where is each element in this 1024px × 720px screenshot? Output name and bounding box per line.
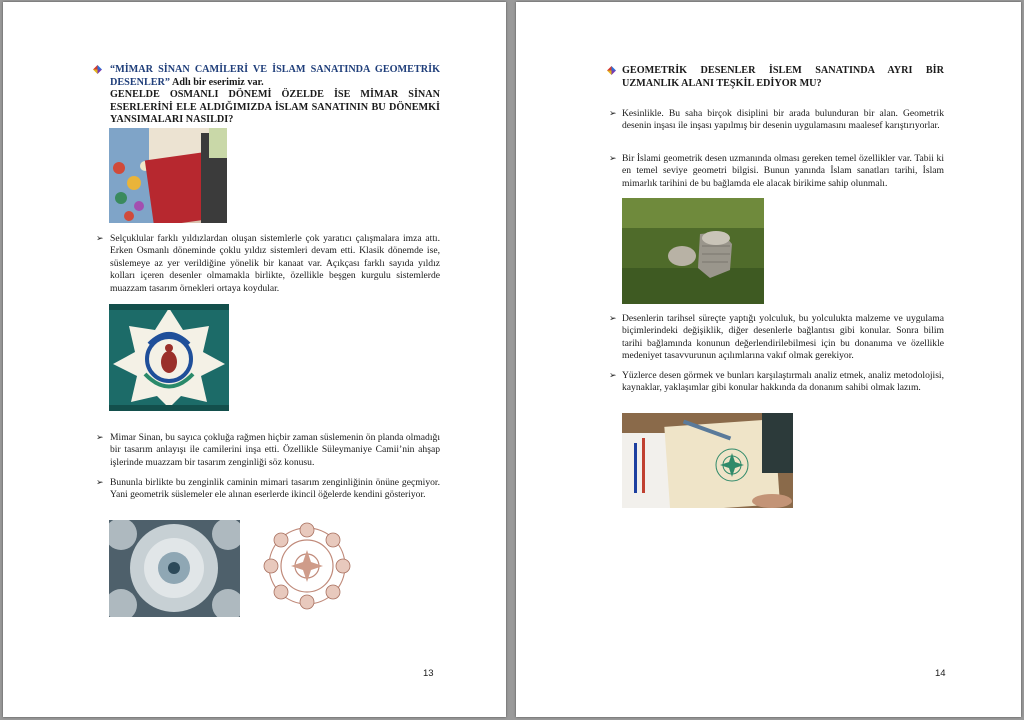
arrow-right-icon: ➢: [96, 478, 104, 488]
book-title-suffix: Adlı bir eserimiz var.: [170, 76, 264, 88]
arrow-right-icon: ➢: [96, 433, 104, 443]
document-page-13: [3, 2, 506, 717]
bullet-paragraph: Kesinlikle. Bu saha birçok disiplini bir arada bulunduran bir alan. Geometrik desenin inşası ile inşası yapılmış bir desenin uygulamasını maalesef karıştırıyorlar.: [622, 108, 944, 132]
bullet-paragraph: Yüzlerce desen görmek ve bunları karşılaştırmalı analiz etmek, analiz metodolojisi, kaynaklar, yaklaşımlar gibi konular hakkında da donanım sahibi olmak lazım.: [622, 370, 944, 394]
bullet-paragraph: Desenlerin tarihsel süreçte yaptığı yolculuk, bu yolculukta malzeme ve uygulama biçimlerindeki değişiklik, diğer desenlerle bağlantısı gibi konular. Sonra bilim tarihi bağlamında konunun değerlendirilebilmesi için bu donanıma ve özellikle medeniyet tasavvurunun açılımlarına vakıf olmak gerekiyor.: [622, 313, 944, 362]
page-number: 13: [423, 668, 434, 679]
book-covers-photo: [109, 128, 227, 223]
arrow-right-icon: ➢: [609, 109, 617, 119]
mosque-dome-photo: [109, 520, 240, 617]
bullet-paragraph: Selçuklular farklı yıldızlardan oluşan sistemlerle çok yaratıcı çalışmalara imza attı. Erken Osmanlı döneminde çoklu yıldız sistemleri devam etti. Klasik dönemde ise, süslemeye az yer verildiğine yönelik bir kanaat var. Açıkçası farklı sayıda yıldız kolları içeren desenler olmamakla birlikte, özellikle beşgen kurgulu sistemlerde muazzam tasarım örnekleri ortaya koydular.: [110, 233, 440, 294]
document-page-14: [516, 2, 1021, 717]
arrow-right-icon: ➢: [609, 154, 617, 164]
bullet-paragraph: Bununla birlikte bu zenginlik caminin mimari tasarım zenginliğinin önüne geçmiyor. Yani geometrik süslemeler ele alınan eserlerde ikincil öğelerde kendini gösteriyor.: [110, 477, 440, 501]
four-color-diamond-icon: [607, 66, 616, 75]
geometric-pattern-drawing: [261, 520, 354, 615]
bullet-paragraph: Bir İslami geometrik desen uzmanında olması gereken temel özellikler var. Tabii ki en temel seviye geometri bilgisi. Bunun yanında İslam sanatları tarihi, İslam mimarlık tarihini de bu bağlamda ele alacak birikime sahip olunmalı.: [622, 153, 944, 189]
stone-on-grass-photo: [622, 198, 764, 304]
pattern-drawing-photo: [622, 413, 793, 508]
book-title: “MİMAR SİNAN CAMİLERİ VE İSLAM SANATINDA GEOMETRİK DESENLER”: [110, 64, 440, 88]
iznik-tile-photo: [109, 304, 229, 411]
heading-question: GENELDE OSMANLI DÖNEMİ ÖZELDE İSE MİMAR SİNAN ESERLERİNİ ELE ALDIĞIMIZDA İSLAM SANATININ BU DÖNEMKİ YANSIMALARI NASILDI?: [110, 89, 440, 125]
section-heading: GEOMETRİK DESENLER İSLEM SANATINDA AYRI BİR UZMANLIK ALANI TEŞKİL EDİYOR MU?: [622, 65, 944, 89]
bullet-paragraph: Mimar Sinan, bu sayıca çokluğa rağmen hiçbir zaman süslemenin ön planda olmadığı bir tasarım anlayışı ile camilerini inşa etti. Özellikle Süleymaniye Camii’nin ahşap işlerinde muazzam bir tasarım zenginliği söz konusu.: [110, 432, 440, 468]
arrow-right-icon: ➢: [609, 314, 617, 324]
arrow-right-icon: ➢: [609, 371, 617, 381]
page-number: 14: [935, 668, 946, 679]
four-color-diamond-icon: [93, 65, 102, 74]
arrow-right-icon: ➢: [96, 234, 104, 244]
section-heading: [110, 64, 440, 127]
